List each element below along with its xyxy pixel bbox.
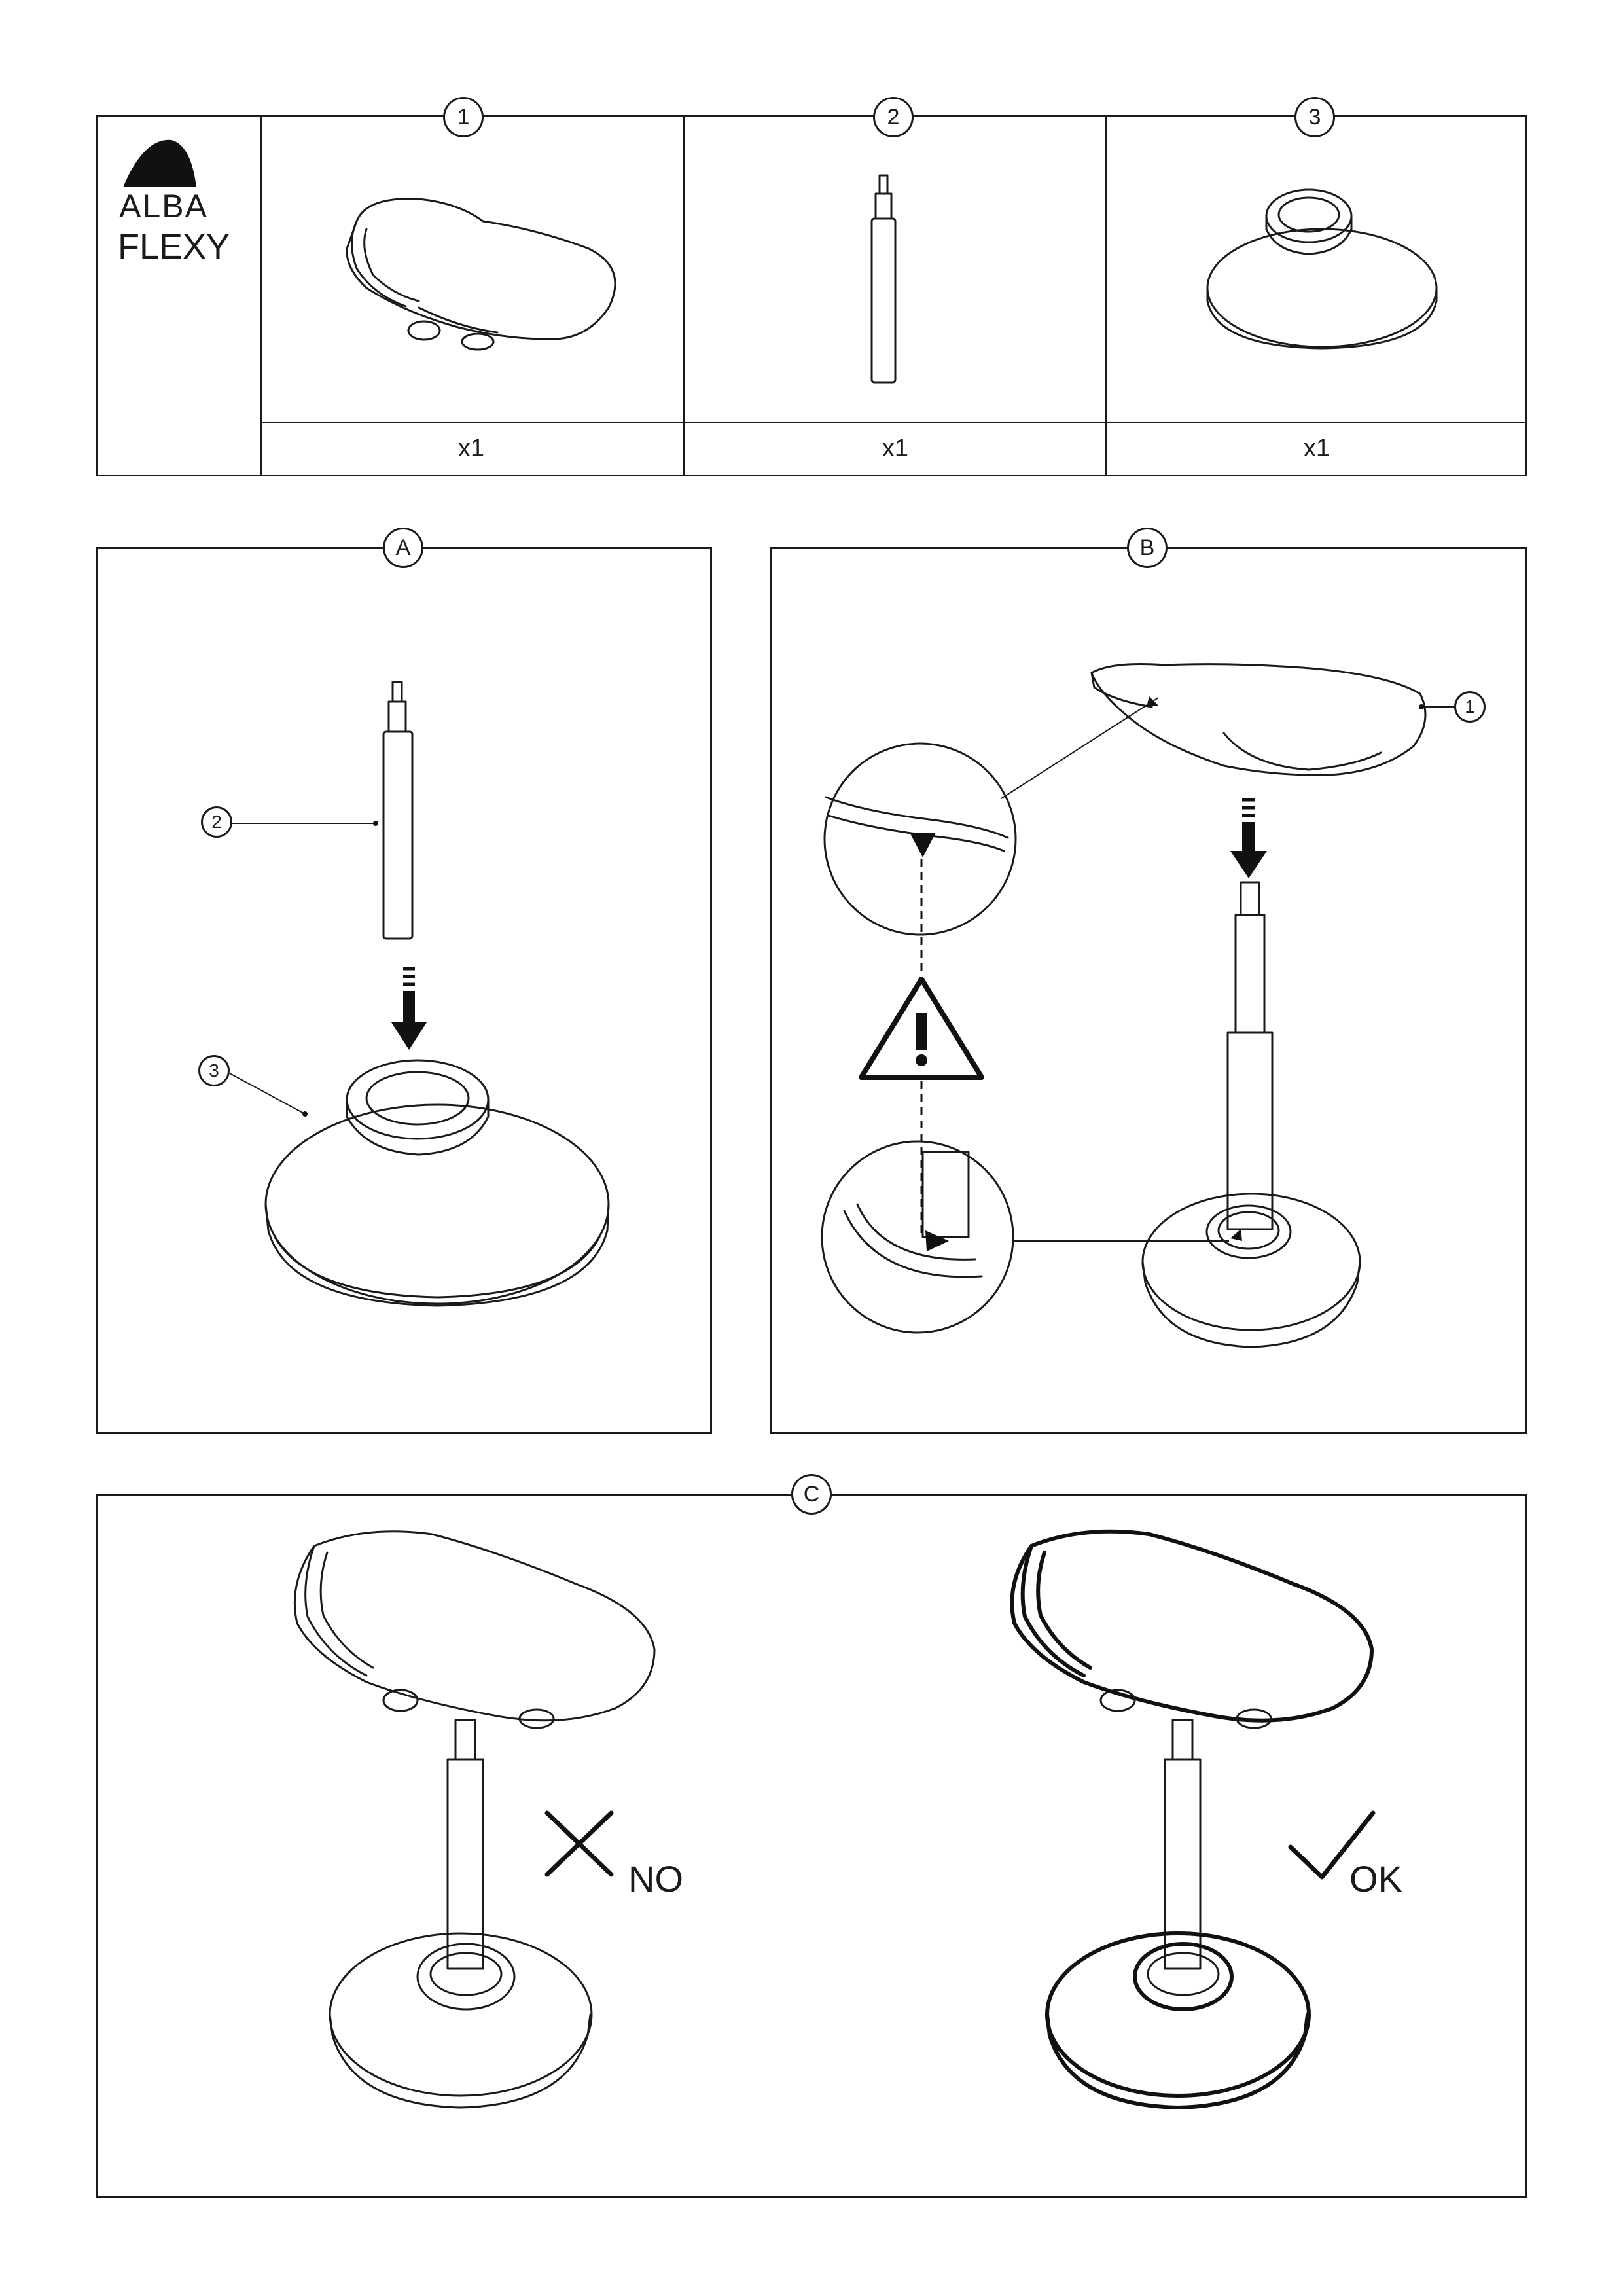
callout-badge: 1 [1454,691,1486,723]
part-number-badge: 2 [873,97,914,137]
callout-badge: 3 [198,1055,230,1086]
warning-icon [861,979,982,1077]
part-quantity: x1 [457,435,485,462]
parts-qty-row-line [260,422,1527,423]
part-number-badge: 3 [1294,97,1335,137]
callout-badge: 2 [201,806,232,838]
brand-name: ALBA [119,188,208,224]
part-quantity: x1 [882,435,909,462]
step-label-badge: B [1127,528,1168,568]
part-number-badge: 1 [443,97,484,137]
step-label-badge: A [383,528,423,568]
product-name: FLEXY [118,227,230,266]
step-a-panel [96,547,712,1434]
verdict-ok-label: OK [1349,1858,1402,1899]
step-label-badge: C [791,1474,832,1515]
part-quantity: x1 [1303,435,1330,462]
incorrect-cross-icon [547,1813,611,1874]
verdict-no-label: NO [628,1858,683,1899]
